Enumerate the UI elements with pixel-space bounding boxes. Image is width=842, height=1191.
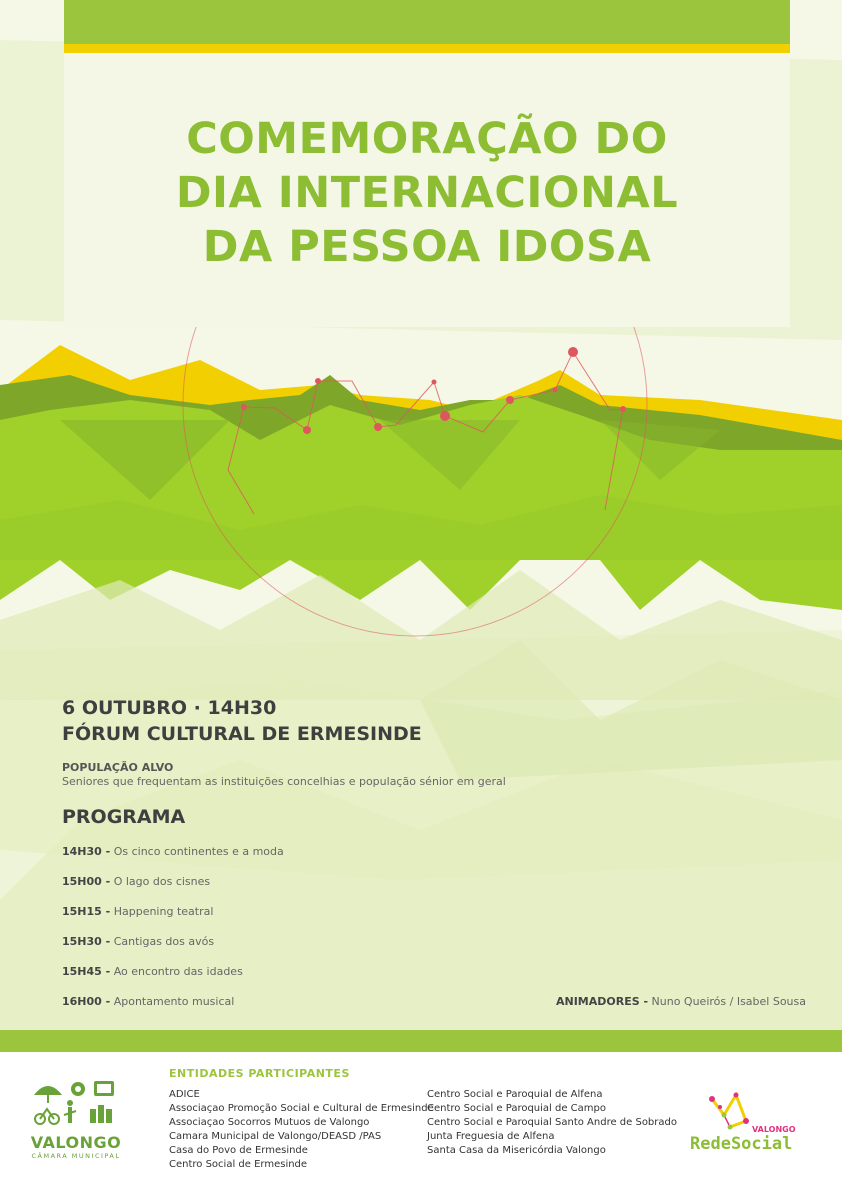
title-line-1: COMEMORAÇÃO DO	[186, 114, 668, 164]
animators	[556, 995, 806, 1008]
title-line-3: DA PESSOA IDOSA	[202, 222, 652, 272]
bottom-green-bar	[0, 1030, 842, 1052]
population-label: POPULAÇÃO ALVO	[62, 761, 174, 774]
entity-item: Camara Municipal de Valongo/DEASD /PAS	[169, 1131, 382, 1142]
entity-item: Centro Social e Paroquial Santo Andre de Sobrado	[427, 1117, 677, 1128]
program-title: Os cinco continentes e a moda	[113, 845, 284, 858]
program-heading: PROGRAMA	[62, 806, 186, 828]
program-item	[62, 905, 213, 918]
program-time: 16H00 -	[62, 995, 111, 1008]
program-time: 15H30 -	[62, 935, 111, 948]
program-time: 15H00 -	[62, 875, 111, 888]
entity-item: Centro Social e Paroquial de Alfena	[427, 1089, 603, 1100]
program-time: 15H15 -	[62, 905, 111, 918]
program-item	[62, 845, 284, 858]
event-date-time: 6 OUTUBRO · 14H30	[62, 697, 277, 719]
animators-label: ANIMADORES -	[555, 995, 649, 1008]
rede-social-name: RedeSocial	[690, 1134, 793, 1154]
program-title: Happening teatral	[113, 905, 214, 918]
program-title: Ao encontro das idades	[113, 965, 243, 978]
program-time: 14H30 -	[62, 845, 111, 858]
entity-item: Centro Social e Paroquial de Campo	[427, 1103, 607, 1114]
entity-item: Centro Social de Ermesinde	[169, 1159, 308, 1170]
program-item	[62, 935, 214, 948]
title-line-2: DIA INTERNACIONAL	[175, 168, 679, 218]
poster-title	[64, 112, 790, 274]
entity-item: ADICE	[169, 1089, 200, 1100]
entities-title: ENTIDADES PARTICIPANTES	[169, 1067, 350, 1080]
program-title: O lago dos cisnes	[113, 875, 211, 888]
entities-column-1	[169, 1088, 434, 1172]
entities-column-2	[427, 1088, 677, 1158]
entity-item: Casa do Povo de Ermesinde	[169, 1145, 308, 1156]
program-item	[62, 875, 210, 888]
entity-item: Associaçao Socorros Mutuos de Valongo	[169, 1117, 370, 1128]
valongo-subtitle: CÂMARA MUNICIPAL	[31, 1152, 121, 1160]
top-green-bar	[64, 0, 790, 44]
entity-item: Santa Casa da Misericórdia Valongo	[427, 1145, 606, 1156]
animators-names: Nuno Queirós / Isabel Sousa	[651, 995, 806, 1008]
program-item	[62, 995, 234, 1008]
rede-social-top-label: VALONGO	[752, 1125, 796, 1134]
program-title: Apontamento musical	[113, 995, 235, 1008]
valongo-name: VALONGO	[30, 1133, 122, 1152]
entity-item: Junta Freguesia de Alfena	[427, 1131, 555, 1142]
top-yellow-stripe	[64, 44, 790, 53]
program-item	[62, 965, 243, 978]
program-time: 15H45 -	[62, 965, 111, 978]
entity-item: Associaçao Promoção Social e Cultural de Ermesinde	[169, 1103, 434, 1114]
program-title: Cantigas dos avós	[113, 935, 215, 948]
population-text: Seniores que frequentam as instituições concelhias e população sénior em geral	[62, 775, 506, 788]
event-venue: FÓRUM CULTURAL DE ERMESINDE	[62, 723, 422, 745]
